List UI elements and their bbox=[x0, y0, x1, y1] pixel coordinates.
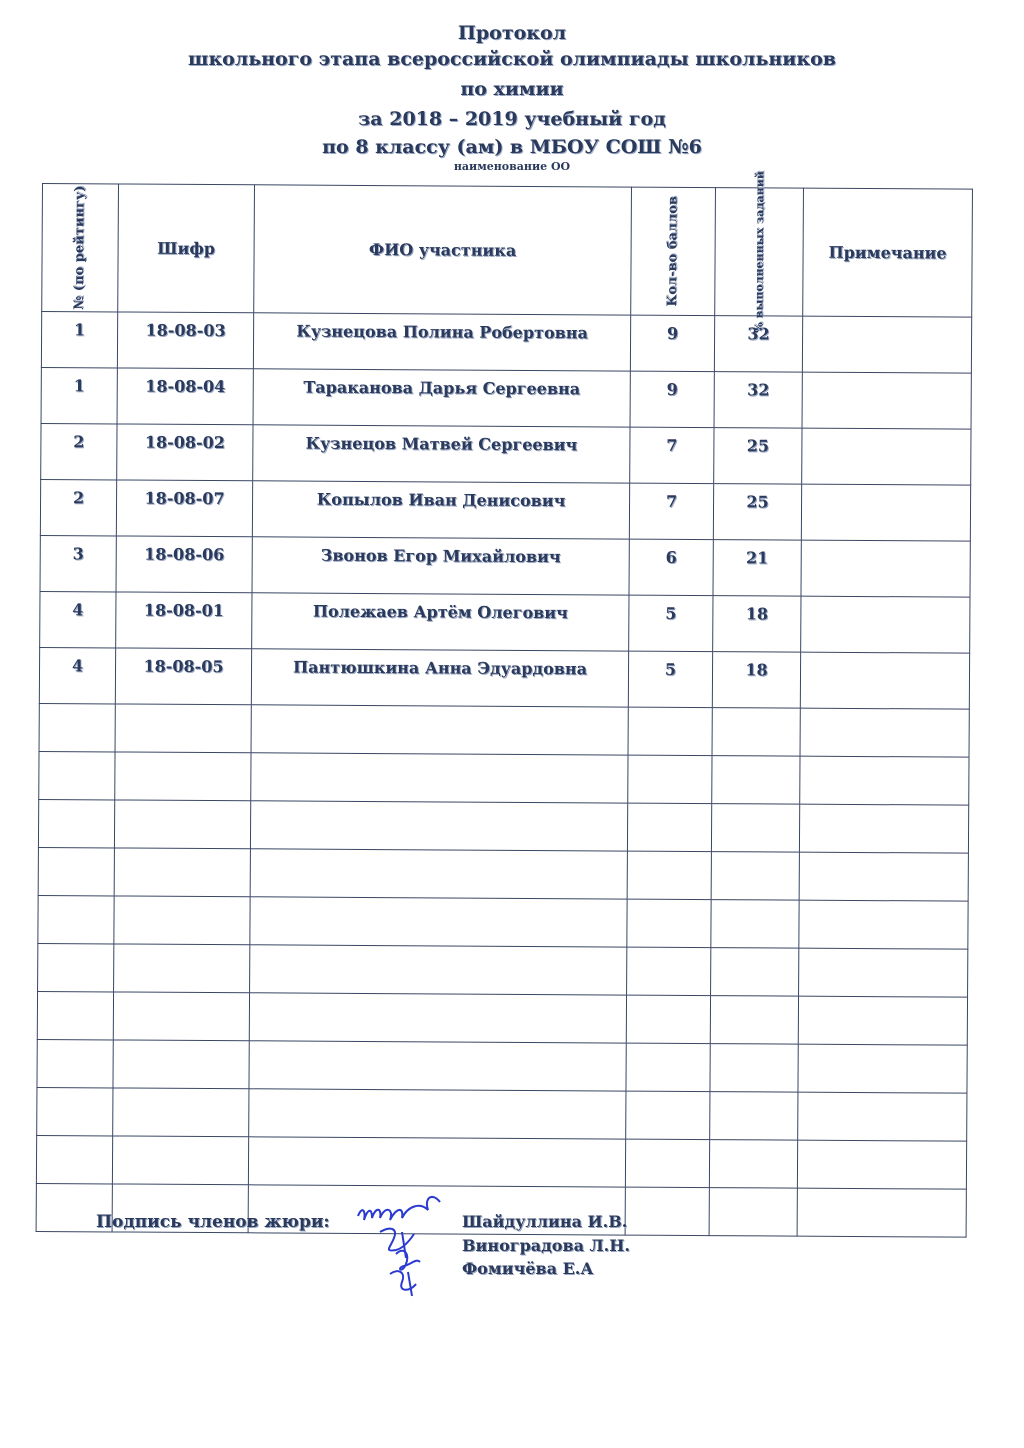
name-cell bbox=[251, 705, 628, 755]
rank-cell bbox=[38, 895, 114, 943]
name-cell bbox=[249, 993, 626, 1043]
note-cell bbox=[801, 484, 970, 541]
score-cell bbox=[627, 899, 711, 948]
name-cell: Тараканова Дарья Сергеевна bbox=[253, 369, 630, 427]
name-cell: Кузнецов Матвей Сергеевич bbox=[253, 425, 630, 483]
table-row bbox=[40, 535, 970, 597]
empty-table-row bbox=[37, 991, 967, 1045]
table-row bbox=[41, 312, 971, 374]
subject-line: по химии bbox=[460, 78, 564, 100]
score-cell bbox=[626, 1043, 710, 1092]
table-row bbox=[41, 423, 971, 485]
note-cell bbox=[797, 1188, 966, 1237]
score-cell bbox=[628, 755, 712, 804]
empty-table-row bbox=[36, 1135, 966, 1189]
name-cell bbox=[250, 897, 627, 947]
code-cell: 18-08-07 bbox=[116, 480, 252, 537]
empty-table-row bbox=[39, 703, 969, 757]
empty-table-row bbox=[37, 1087, 967, 1141]
code-cell: 18-08-06 bbox=[116, 536, 252, 593]
rank-cell: 2 bbox=[40, 479, 116, 535]
score-cell: 6 bbox=[629, 539, 713, 596]
note-cell bbox=[799, 852, 968, 901]
rank-cell bbox=[37, 1039, 113, 1087]
name-cell bbox=[248, 1137, 625, 1187]
name-cell bbox=[249, 1089, 626, 1139]
score-cell bbox=[625, 1139, 709, 1188]
empty-table-row bbox=[38, 943, 968, 997]
code-cell bbox=[115, 704, 251, 753]
note-cell bbox=[802, 316, 971, 373]
rank-header bbox=[42, 184, 119, 312]
note-cell bbox=[798, 996, 967, 1045]
name-header: ФИО участника bbox=[254, 185, 632, 315]
rank-cell: 3 bbox=[40, 535, 116, 591]
empty-table-row bbox=[38, 799, 968, 853]
empty-table-row bbox=[38, 895, 968, 949]
table-row bbox=[40, 479, 970, 541]
score-cell: 5 bbox=[628, 651, 712, 708]
score-cell bbox=[628, 707, 712, 756]
score-cell bbox=[626, 1091, 710, 1140]
table-row bbox=[39, 647, 969, 709]
name-cell bbox=[250, 945, 627, 995]
note-cell bbox=[801, 596, 970, 653]
score-cell: 9 bbox=[630, 371, 714, 428]
table-row bbox=[40, 591, 970, 653]
score-header bbox=[631, 187, 716, 316]
name-cell: Пантюшкина Анна Эдуардовна bbox=[251, 649, 628, 707]
jury-member-name: Шайдуллина И.В. bbox=[462, 1212, 628, 1231]
percent-cell bbox=[710, 1092, 798, 1141]
note-cell bbox=[802, 428, 971, 485]
percent-cell: 18 bbox=[712, 652, 800, 709]
percent-cell bbox=[711, 900, 799, 949]
empty-table-row bbox=[38, 847, 968, 901]
percent-cell bbox=[712, 708, 800, 757]
rank-cell bbox=[38, 799, 114, 847]
note-cell bbox=[800, 756, 969, 805]
jury-member-name: Фомичёва Е.А bbox=[462, 1259, 594, 1278]
name-cell bbox=[250, 849, 627, 899]
percent-cell: 21 bbox=[713, 540, 801, 597]
score-cell: 7 bbox=[630, 427, 714, 484]
name-cell: Полежаев Артём Олегович bbox=[252, 593, 629, 651]
note-cell bbox=[800, 708, 969, 757]
note-cell bbox=[799, 804, 968, 853]
percent-header bbox=[715, 171, 804, 333]
name-cell: Копылов Иван Денисович bbox=[252, 481, 629, 539]
percent-header-label: % выполненных заданий bbox=[752, 171, 767, 333]
note-cell bbox=[797, 1140, 966, 1189]
rank-cell bbox=[38, 847, 114, 895]
handwritten-signature bbox=[350, 1188, 460, 1298]
name-cell bbox=[249, 1041, 626, 1091]
code-cell bbox=[115, 752, 251, 801]
table-header-row bbox=[42, 184, 973, 318]
percent-cell bbox=[712, 756, 800, 805]
code-cell bbox=[113, 1088, 249, 1137]
code-cell bbox=[113, 992, 249, 1041]
note-cell bbox=[800, 652, 969, 709]
name-cell bbox=[251, 753, 628, 803]
code-cell bbox=[114, 848, 250, 897]
rank-cell bbox=[39, 751, 115, 799]
score-cell: 5 bbox=[629, 595, 713, 652]
percent-cell: 25 bbox=[714, 428, 802, 485]
percent-cell: 25 bbox=[713, 484, 801, 541]
empty-table-row bbox=[37, 1039, 967, 1093]
school-year-line: за 2018 – 2019 учебный год bbox=[358, 108, 666, 130]
rank-cell bbox=[36, 1135, 112, 1183]
olympiad-stage-line: школьного этапа всероссийской олимпиады школьников bbox=[188, 48, 836, 70]
code-cell bbox=[114, 800, 250, 849]
score-cell: 9 bbox=[630, 315, 714, 372]
percent-cell: 32 bbox=[714, 372, 802, 429]
note-cell bbox=[798, 1092, 967, 1141]
score-cell bbox=[627, 851, 711, 900]
rank-cell: 1 bbox=[41, 367, 117, 423]
jury-member-name: Виноградова Л.Н. bbox=[462, 1236, 630, 1255]
rank-cell bbox=[37, 991, 113, 1039]
code-cell bbox=[112, 1136, 248, 1185]
protocol-title: Протокол bbox=[457, 22, 567, 44]
percent-cell: 18 bbox=[713, 596, 801, 653]
rank-cell: 2 bbox=[41, 423, 117, 479]
score-cell bbox=[626, 995, 710, 1044]
percent-cell bbox=[709, 1188, 797, 1237]
rank-header-label: № (по рейтингу) bbox=[72, 185, 88, 310]
code-cell: 18-08-04 bbox=[117, 368, 253, 425]
code-header: Шифр bbox=[118, 184, 255, 313]
note-cell bbox=[802, 372, 971, 429]
jury-signature-label: Подпись членов жюри: bbox=[96, 1212, 330, 1232]
table-row bbox=[41, 367, 971, 429]
code-cell: 18-08-01 bbox=[116, 592, 252, 649]
note-cell bbox=[799, 948, 968, 997]
name-cell: Кузнецова Полина Робертовна bbox=[253, 313, 630, 371]
score-cell bbox=[627, 803, 711, 852]
score-cell bbox=[627, 947, 711, 996]
percent-cell bbox=[710, 1044, 798, 1093]
percent-cell bbox=[710, 996, 798, 1045]
rank-cell: 4 bbox=[39, 647, 115, 703]
code-cell: 18-08-05 bbox=[115, 648, 251, 705]
rank-cell bbox=[38, 943, 114, 991]
code-cell bbox=[114, 944, 250, 993]
score-header-label: Кол-во баллов bbox=[665, 196, 681, 307]
name-cell bbox=[250, 801, 627, 851]
empty-table-row bbox=[39, 751, 969, 805]
percent-cell bbox=[709, 1140, 797, 1189]
note-header: Примечание bbox=[803, 188, 973, 317]
rank-cell bbox=[39, 703, 115, 751]
code-cell bbox=[113, 1040, 249, 1089]
score-cell bbox=[625, 1187, 709, 1236]
percent-cell bbox=[711, 804, 799, 853]
rank-cell: 4 bbox=[40, 591, 116, 647]
note-cell bbox=[798, 1044, 967, 1093]
code-cell: 18-08-02 bbox=[117, 424, 253, 481]
code-cell: 18-08-03 bbox=[117, 312, 253, 369]
results-table bbox=[36, 171, 973, 1238]
rank-cell: 1 bbox=[41, 312, 117, 368]
organization-caption: наименование ОО bbox=[453, 160, 571, 173]
rank-cell bbox=[37, 1087, 113, 1135]
class-school-line: по 8 классу (ам) в МБОУ СОШ №6 bbox=[322, 136, 702, 158]
name-cell: Звонов Егор Михайлович bbox=[252, 537, 629, 595]
code-cell bbox=[114, 896, 250, 945]
percent-cell bbox=[711, 948, 799, 997]
note-cell bbox=[801, 540, 970, 597]
percent-cell bbox=[711, 852, 799, 901]
score-cell: 7 bbox=[629, 483, 713, 540]
percent-cell: 32 bbox=[714, 316, 802, 373]
note-cell bbox=[799, 900, 968, 949]
